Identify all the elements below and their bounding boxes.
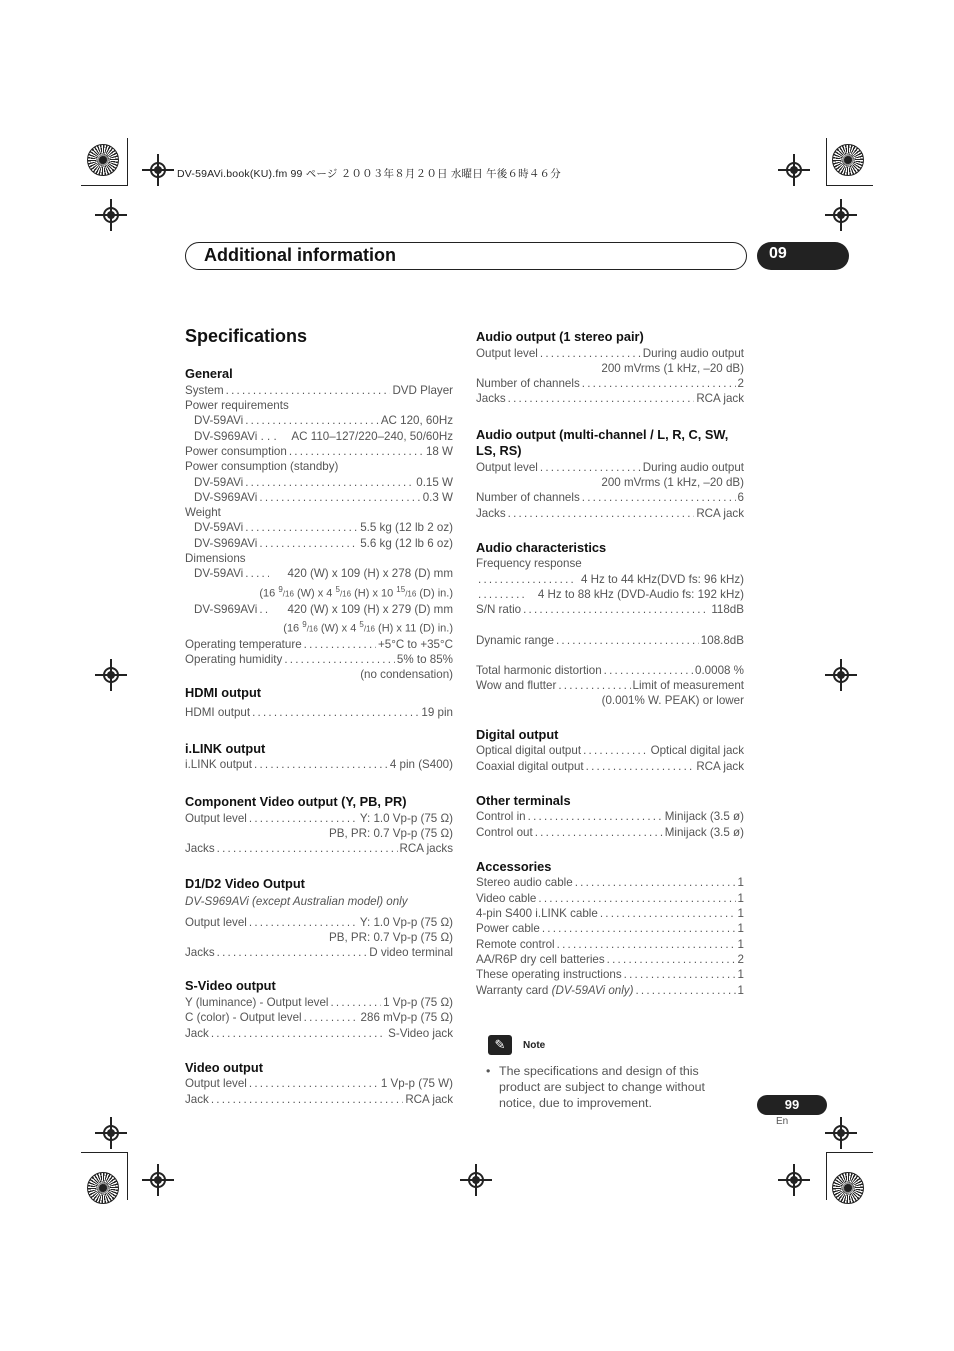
spec-row: . . . 4 Hz to 88 kHz (DVD-Audio fs: 192 kHz) xyxy=(476,587,744,602)
spec-row: Output level . . . 1 Vp-p (75 W) xyxy=(185,1076,453,1091)
spec-row: Jacks . . . RCA jack xyxy=(476,506,744,521)
page-language: En xyxy=(776,1116,789,1127)
registration-mark-icon xyxy=(103,667,119,683)
model-note: DV-S969AVi (except Australian model) only xyxy=(185,895,408,909)
spec-row: DV-59AVi . . . 0.15 W xyxy=(185,475,453,490)
spec-value: PB, PR: 0.7 Vp-p (75 Ω) xyxy=(328,930,453,944)
spec-value: (0.001% W. PEAK) or lower xyxy=(601,694,744,708)
spec-row: Number of channels . . . 6 xyxy=(476,490,744,505)
spec-row: Power consumption . . . 18 W xyxy=(185,444,453,459)
section-heading: HDMI output xyxy=(185,684,262,700)
spec-row: Jacks . . . D video terminal xyxy=(185,945,453,960)
chapter-header xyxy=(185,242,747,270)
left-column xyxy=(185,326,453,1107)
spec-label: Weight xyxy=(185,506,221,520)
spec-label: Power requirements xyxy=(185,399,289,413)
note-body: The specifications and design of this product are subject to change without notice, due to improvement. xyxy=(499,1064,705,1111)
spec-row: DV-59AVi . . . 5.5 kg (12 lb 2 oz) xyxy=(185,520,453,535)
page-number: 99 xyxy=(757,1095,827,1115)
spec-row: Coaxial digital output . . . RCA jack xyxy=(476,759,744,774)
chapter-number: 09 xyxy=(757,242,849,270)
registration-mark-icon xyxy=(103,207,119,223)
section-heading: General xyxy=(185,366,233,382)
spec-row: Jacks . . . RCA jack xyxy=(476,391,744,406)
spec-row: Number of channels . . . 2 xyxy=(476,376,744,391)
spec-row: Control out . . . Minijack (3.5 ø) xyxy=(476,825,744,840)
star-target-icon xyxy=(87,144,119,176)
page-title: Specifications xyxy=(185,326,308,346)
section-heading: Component Video output (Y, PB, PR) xyxy=(185,794,407,810)
spec-row: Output level . . . Y: 1.0 Vp-p (75 Ω) xyxy=(185,915,453,930)
list-item: These operating instructions . . . 1 xyxy=(476,967,744,982)
list-item: Power cable . . . 1 xyxy=(476,921,744,936)
section-heading: Other terminals xyxy=(476,792,571,808)
spec-row: Y (luminance) - Output level . . . 1 Vp-p (75 Ω) xyxy=(185,995,453,1010)
list-item: 4-pin S400 i.LINK cable . . . 1 xyxy=(476,906,744,921)
registration-mark-icon xyxy=(150,1172,166,1188)
star-target-icon xyxy=(832,1172,864,1204)
star-target-icon xyxy=(87,1172,119,1204)
spec-row: System . . . DVD Player xyxy=(185,383,453,398)
spec-row: DV-59AVi . . . 420 (W) x 109 (H) x 278 (D) mm xyxy=(185,566,453,581)
spec-row: Optical digital output . . . Optical digital jack xyxy=(476,743,744,758)
spec-row: DV-S969AVi . . . 420 (W) x 109 (H) x 279 (D) mm xyxy=(185,602,453,617)
section-heading: Digital output xyxy=(476,726,559,742)
section-heading: Video output xyxy=(185,1059,263,1075)
registration-mark-icon xyxy=(103,1125,119,1141)
list-item: Warranty card (DV-59AVi only) . . . 1 xyxy=(476,983,744,998)
spec-value-inches: (16 $^9$/16 (W) x 4 $^5$/16 (H) x 10 $^{15}$/16 (D) in.) xyxy=(259,584,453,600)
spec-value: 200 mVrms (1 kHz, –20 dB) xyxy=(601,361,744,375)
spec-label: Dimensions xyxy=(185,552,246,566)
star-target-icon xyxy=(832,144,864,176)
list-item: Video cable . . . 1 xyxy=(476,891,744,906)
section-heading: D1/D2 Video Output xyxy=(185,875,305,891)
spec-row: Jack . . . RCA jack xyxy=(185,1092,453,1107)
section-heading: Audio output (1 stereo pair) xyxy=(476,329,644,344)
section-heading: S-Video output xyxy=(185,978,276,994)
spec-row: Jacks . . . RCA jacks xyxy=(185,841,453,856)
file-info-line: DV-59AVi.book(KU).fm 99 ページ ２００３年８月２０日 水曜日 午後６時４６分 xyxy=(177,168,561,180)
spec-row: Wow and flutter . . . Limit of measurement xyxy=(476,678,744,693)
spec-row: DV-S969AVi . . . 0.3 W xyxy=(185,490,453,505)
chapter-title: Additional information xyxy=(204,245,396,265)
list-item: Remote control . . . 1 xyxy=(476,937,744,952)
spec-row: Output level . . . Y: 1.0 Vp-p (75 Ω) xyxy=(185,811,453,826)
spec-label: Frequency response xyxy=(476,557,582,571)
spec-row: DV-S969AVi . . . AC 110–127/220–240, 50/60Hz xyxy=(194,429,453,443)
spec-row: Operating humidity . . . 5% to 85% xyxy=(185,652,453,667)
spec-row: Dynamic range . . . 108.8dB xyxy=(476,633,744,648)
section-heading: Accessories xyxy=(476,858,552,874)
spec-row: Output level . . . During audio output xyxy=(476,460,744,475)
registration-mark-icon xyxy=(468,1172,484,1188)
spec-row: i.LINK output . . . 4 pin (S400) xyxy=(185,757,453,772)
spec-label: Power consumption (standby) xyxy=(185,460,339,474)
list-item: AA/R6P dry cell batteries . . . 2 xyxy=(476,952,744,967)
spec-row: Jack . . . S-Video jack xyxy=(185,1026,453,1041)
spec-value-inches: (16 $^9$/16 (W) x 4 $^5$/16 (H) x 11 (D) in.) xyxy=(283,619,453,635)
registration-mark-icon xyxy=(833,207,849,223)
spec-row: DV-59AVi . . . AC 120, 60Hz xyxy=(185,413,453,428)
section-heading: i.LINK output xyxy=(185,740,266,756)
spec-row: HDMI output . . . 19 pin xyxy=(185,705,453,720)
registration-mark-icon xyxy=(833,667,849,683)
registration-mark-icon xyxy=(786,1172,802,1188)
list-item: Stereo audio cable . . . 1 xyxy=(476,875,744,890)
spec-row: Output level . . . During audio output xyxy=(476,346,744,361)
section-heading: Audio characteristics xyxy=(476,539,607,555)
spec-row: . . . 4 Hz to 44 kHz(DVD fs: 96 kHz) xyxy=(476,572,744,587)
section-heading: Audio output (multi-channel / L, R, C, SW, LS, RS) xyxy=(476,426,729,459)
note-text xyxy=(486,1063,736,1112)
spec-row: Operating temperature . . . +5°C to +35°C xyxy=(185,637,453,652)
registration-mark-icon xyxy=(786,162,802,178)
spec-value: PB, PR: 0.7 Vp-p (75 Ω) xyxy=(328,827,453,841)
bullet: • xyxy=(486,1064,491,1078)
spec-note: (no condensation) xyxy=(360,668,453,682)
spec-row: C (color) - Output level . . . 286 mVp-p (75 Ω) xyxy=(185,1010,453,1025)
spec-value: 200 mVrms (1 kHz, –20 dB) xyxy=(601,475,744,489)
spec-row: Total harmonic distortion . . . 0.0008 % xyxy=(476,663,744,678)
registration-mark-icon xyxy=(833,1125,849,1141)
pencil-icon: ✎ xyxy=(488,1035,512,1055)
right-column xyxy=(476,329,744,998)
note-label: Note xyxy=(523,1040,546,1051)
spec-row: Control in . . . Minijack (3.5 ø) xyxy=(476,809,744,824)
registration-mark-icon xyxy=(150,162,166,178)
spec-row: DV-S969AVi . . . 5.6 kg (12 lb 6 oz) xyxy=(185,536,453,551)
spec-row: S/N ratio . . . 118dB xyxy=(476,602,744,617)
